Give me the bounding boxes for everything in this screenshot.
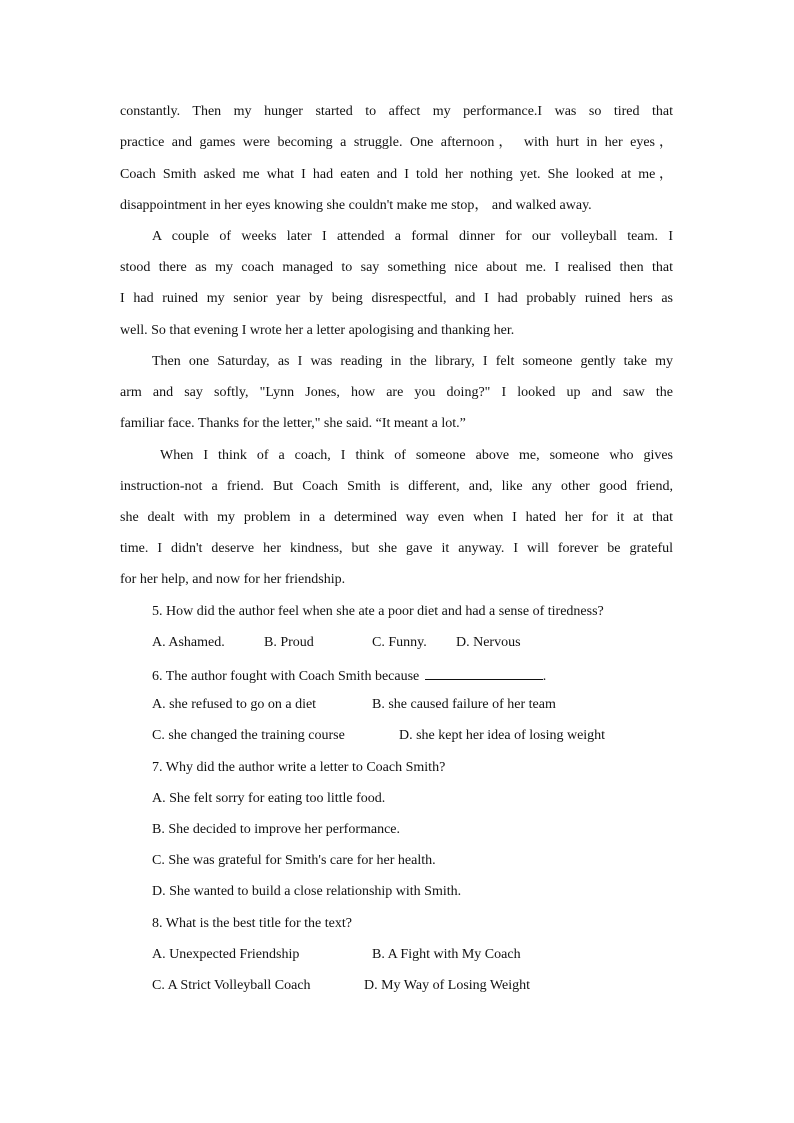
- paragraph-2-line-4: well. So that evening I wrote her a letter apologising and thanking her.: [120, 323, 515, 338]
- paragraph-3-line-2: arm and say softly, "Lynn Jones, how are you doing?" I looked up and saw the: [120, 385, 673, 400]
- question-6-option-d: D. she kept her idea of losing weight: [399, 728, 606, 743]
- paragraph-4-line-2: instruction-not a friend. But Coach Smith is different, and, like any other good friend,: [120, 479, 673, 494]
- question-6-stem-line: [152, 665, 692, 686]
- paragraph-1-line-1: constantly. Then my hunger started to affect my performance.I was so tired that: [120, 104, 673, 119]
- answer-blank: [425, 665, 543, 680]
- question-8-stem: 8. What is the best title for the text?: [152, 916, 352, 931]
- question-5-stem: 5. How did the author feel when she ate a poor diet and had a sense of tiredness?: [152, 604, 604, 619]
- paragraph-1-line-2: practice and games were becoming a struggle. One afternoon， with hurt in her eyes，: [120, 135, 673, 150]
- question-7-option-a: A. She felt sorry for eating too little food.: [152, 791, 386, 806]
- question-7-stem: 7. Why did the author write a letter to Coach Smith?: [152, 760, 446, 775]
- question-6-stem-end: .: [542, 669, 547, 684]
- question-5-option-c: C. Funny.: [372, 635, 427, 650]
- paragraph-4-line-4: time. I didn't deserve her kindness, but she gave it anyway. I will forever be grateful: [120, 541, 673, 556]
- question-8-option-b: B. A Fight with My Coach: [372, 947, 521, 962]
- question-8-option-a: A. Unexpected Friendship: [152, 947, 300, 962]
- paragraph-2-line-3: I had ruined my senior year by being disrespectful, and I had probably ruined hers as: [120, 291, 673, 306]
- question-7-option-b: B. She decided to improve her performance.: [152, 822, 401, 837]
- question-8-option-d: D. My Way of Losing Weight: [364, 978, 530, 993]
- question-5-option-b: B. Proud: [264, 635, 314, 650]
- paragraph-1-line-3: Coach Smith asked me what I had eaten and I told her nothing yet. She looked at me，: [120, 167, 673, 182]
- paragraph-4-line-5: for her help, and now for her friendship.: [120, 572, 346, 587]
- question-6-option-c: C. she changed the training course: [152, 728, 345, 743]
- question-7-option-c: C. She was grateful for Smith's care for her health.: [152, 853, 436, 868]
- question-5-option-a: A. Ashamed.: [152, 635, 225, 650]
- paragraph-1-line-4: disappointment in her eyes knowing she couldn't make me stop， and walked away.: [120, 198, 592, 213]
- paragraph-3-line-3: familiar face. Thanks for the letter," she said. “It meant a lot.”: [120, 416, 466, 431]
- question-5-option-d: D. Nervous: [456, 635, 521, 650]
- paragraph-4-line-1: When I think of a coach, I think of someone above me, someone who gives: [160, 448, 673, 463]
- paragraph-2-line-2: stood there as my coach managed to say something nice about me. I realised then that: [120, 260, 673, 275]
- paragraph-3-line-1: Then one Saturday, as I was reading in the library, I felt someone gently take my: [152, 354, 673, 369]
- paragraph-4-line-3: she dealt with my problem in a determined way even when I hated her for it at that: [120, 510, 673, 525]
- question-6-stem: 6. The author fought with Coach Smith because: [152, 669, 420, 684]
- question-6-option-a: A. she refused to go on a diet: [152, 697, 317, 712]
- paragraph-2-line-1: A couple of weeks later I attended a formal dinner for our volleyball team. I: [152, 229, 673, 244]
- question-6-option-b: B. she caused failure of her team: [372, 697, 556, 712]
- question-7-option-d: D. She wanted to build a close relationship with Smith.: [152, 884, 462, 899]
- question-8-option-c: C. A Strict Volleyball Coach: [152, 978, 311, 993]
